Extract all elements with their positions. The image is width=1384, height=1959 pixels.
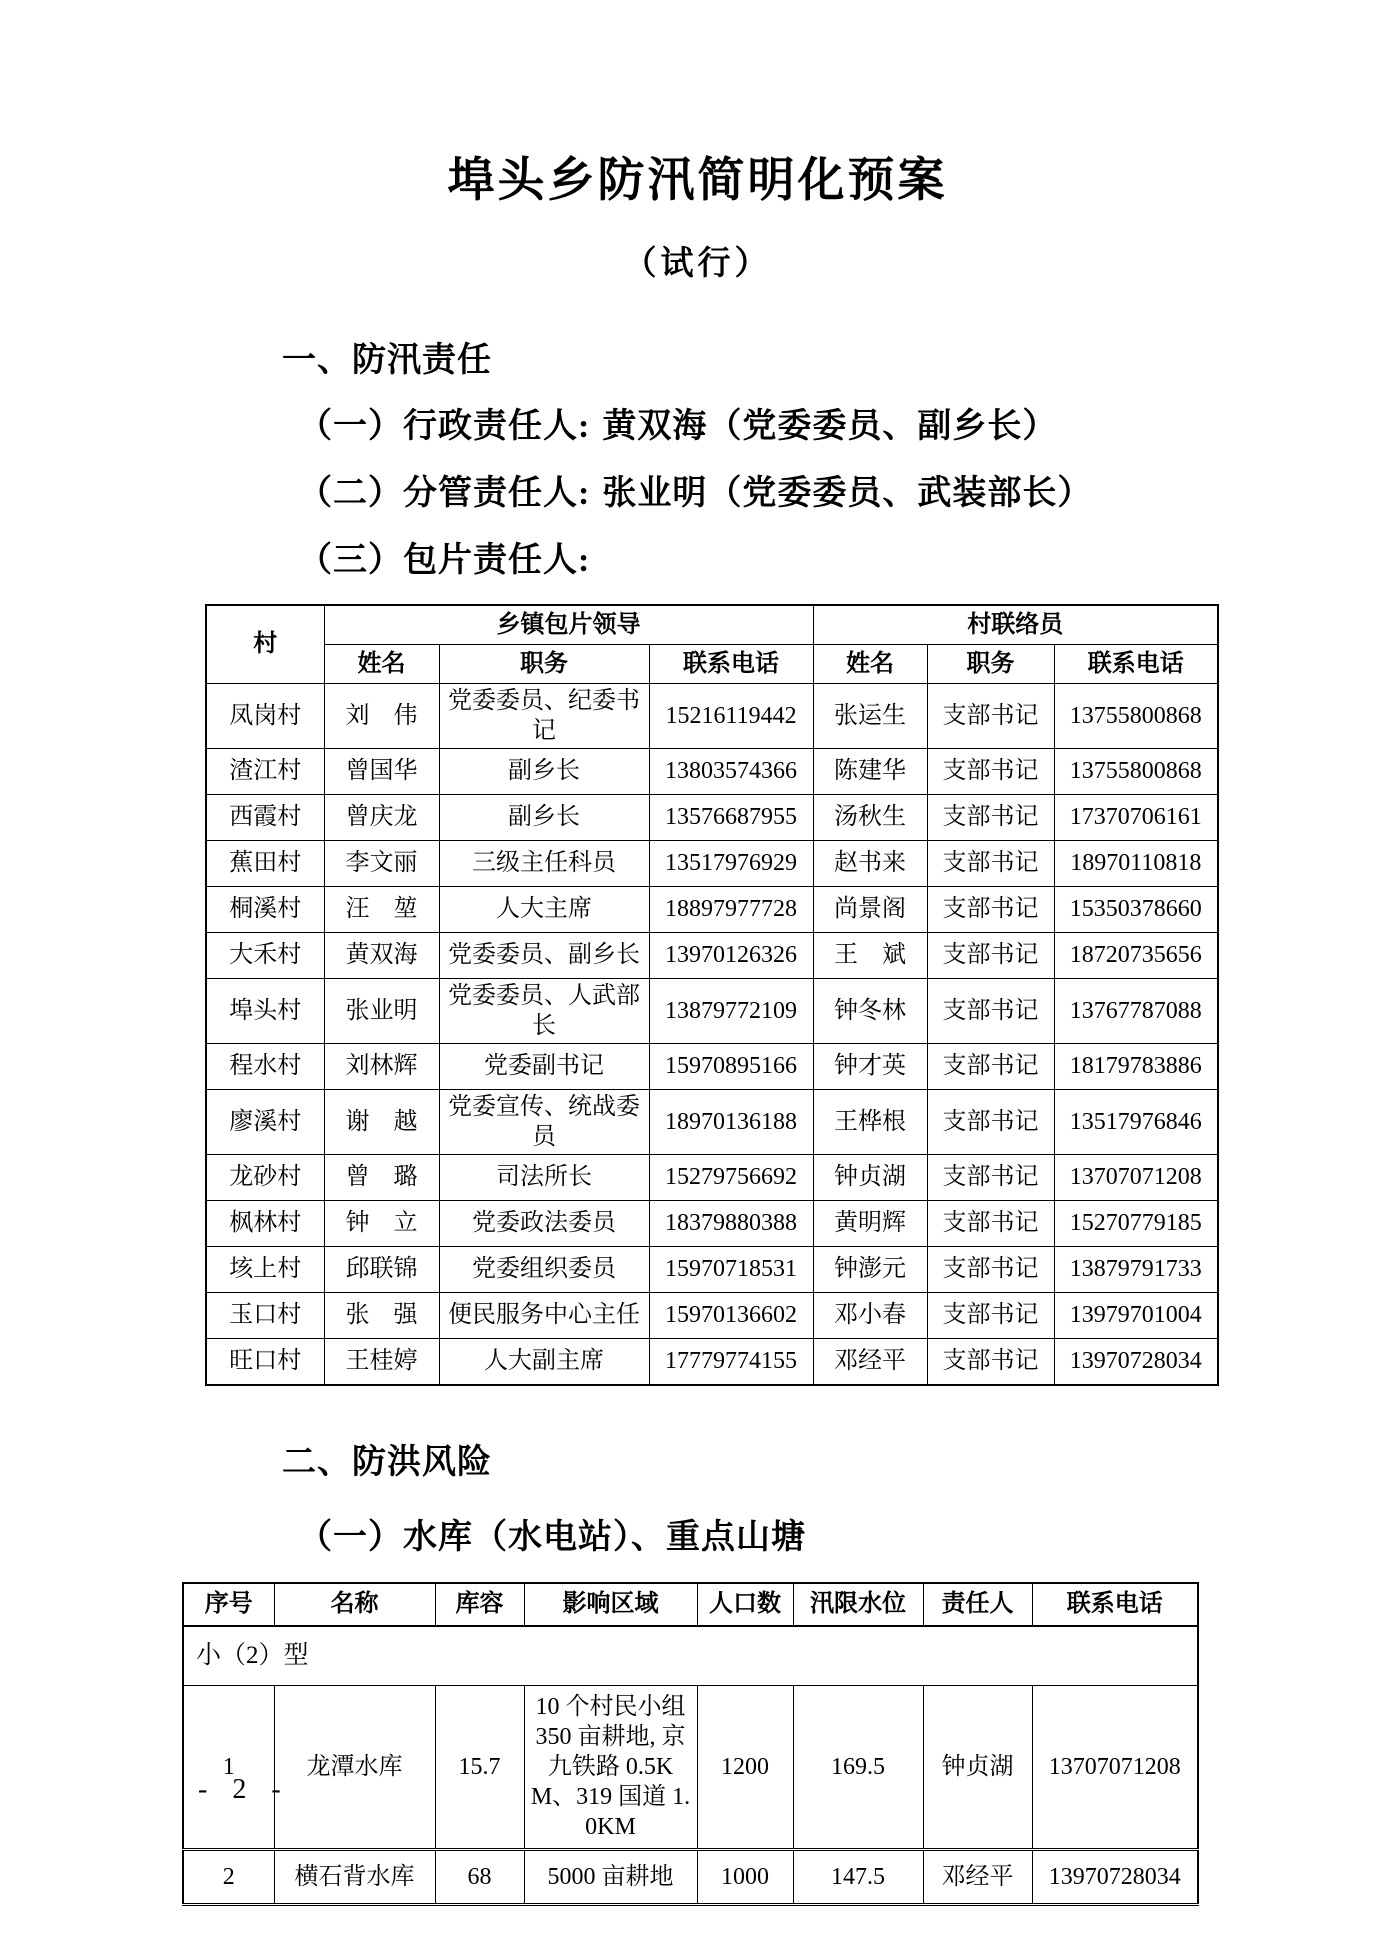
leader-table-cell: 13879791733 bbox=[1054, 1246, 1218, 1292]
leader-table-cell: 支部书记 bbox=[927, 748, 1054, 794]
header-reservoir-name: 名称 bbox=[274, 1583, 435, 1626]
leader-table-cell: 刘林辉 bbox=[324, 1043, 439, 1089]
responsible-person-label: （三）包片责任人: bbox=[298, 541, 591, 579]
leader-table-cell: 人大副主席 bbox=[439, 1338, 649, 1385]
leader-table-cell: 支部书记 bbox=[927, 1338, 1054, 1385]
reservoir-table-cell: 147.5 bbox=[793, 1849, 923, 1904]
leader-table-cell: 支部书记 bbox=[927, 932, 1054, 978]
reservoir-table-cell: 钟贞湖 bbox=[923, 1685, 1032, 1849]
leader-table-row bbox=[206, 748, 1218, 794]
header-position: 职务 bbox=[927, 644, 1054, 683]
responsible-person-label: （一）行政责任人: bbox=[298, 407, 591, 445]
leader-table-row bbox=[206, 840, 1218, 886]
leader-table-cell: 党委宣传、统战委员 bbox=[439, 1089, 649, 1154]
reservoir-table-cell: 龙潭水库 bbox=[274, 1685, 435, 1849]
leader-table-cell: 王 斌 bbox=[813, 932, 927, 978]
leader-table-cell: 龙砂村 bbox=[206, 1154, 324, 1200]
leader-table-row bbox=[206, 1292, 1218, 1338]
leader-table-cell: 支部书记 bbox=[927, 840, 1054, 886]
header-affected-area: 影响区域 bbox=[524, 1583, 697, 1626]
leader-table-cell: 13970728034 bbox=[1054, 1338, 1218, 1385]
leader-table-body bbox=[206, 683, 1218, 1385]
reservoir-table-cell: 10 个村民小组 350 亩耕地, 京九铁路 0.5KM、319 国道 1.0KM bbox=[524, 1685, 697, 1849]
leader-table-cell: 支部书记 bbox=[927, 1089, 1054, 1154]
leader-table-cell: 15350378660 bbox=[1054, 886, 1218, 932]
leader-table-cell: 旺口村 bbox=[206, 1338, 324, 1385]
leader-table-cell: 党委组织委员 bbox=[439, 1246, 649, 1292]
leader-table-cell: 15970895166 bbox=[649, 1043, 813, 1089]
header-population: 人口数 bbox=[697, 1583, 793, 1626]
leader-table-cell: 大禾村 bbox=[206, 932, 324, 978]
leader-table-cell: 钟冬林 bbox=[813, 978, 927, 1043]
leader-table-cell: 司法所长 bbox=[439, 1154, 649, 1200]
responsible-person-line bbox=[298, 473, 1235, 515]
leader-table-cell: 李文丽 bbox=[324, 840, 439, 886]
subsection-heading-reservoirs: （一）水库（水电站）、重点山塘 bbox=[298, 1518, 806, 1556]
leader-table-cell: 13755800868 bbox=[1054, 748, 1218, 794]
leader-table-row bbox=[206, 1246, 1218, 1292]
leader-table-cell: 黄双海 bbox=[324, 932, 439, 978]
leader-table-cell: 13517976929 bbox=[649, 840, 813, 886]
leader-table-cell: 渣江村 bbox=[206, 748, 324, 794]
leader-table-cell: 尚景阁 bbox=[813, 886, 927, 932]
leader-table-cell: 18970110818 bbox=[1054, 840, 1218, 886]
leader-table-cell: 张业明 bbox=[324, 978, 439, 1043]
header-name: 姓名 bbox=[324, 644, 439, 683]
header-responsible-person: 责任人 bbox=[923, 1583, 1032, 1626]
leader-table-cell: 曾庆龙 bbox=[324, 794, 439, 840]
leader-table-cell: 支部书记 bbox=[927, 1292, 1054, 1338]
header-name: 姓名 bbox=[813, 644, 927, 683]
leader-table-cell: 支部书记 bbox=[927, 1246, 1054, 1292]
leader-table-row bbox=[206, 683, 1218, 748]
leader-table-cell: 13767787088 bbox=[1054, 978, 1218, 1043]
leader-table-cell: 黄明辉 bbox=[813, 1200, 927, 1246]
reservoir-table-cell: 13707071208 bbox=[1032, 1685, 1198, 1849]
leader-table-cell: 廖溪村 bbox=[206, 1089, 324, 1154]
reservoir-table-header bbox=[183, 1583, 1198, 1626]
reservoir-table-body bbox=[183, 1626, 1198, 1905]
leader-table-cell: 支部书记 bbox=[927, 1043, 1054, 1089]
leader-table-row bbox=[206, 1043, 1218, 1089]
reservoir-table-cell: 横石背水库 bbox=[274, 1849, 435, 1904]
leader-table-cell: 便民服务中心主任 bbox=[439, 1292, 649, 1338]
leader-table-cell: 西霞村 bbox=[206, 794, 324, 840]
document-subtitle: （试行） bbox=[623, 245, 772, 282]
leader-table-cell: 13970126326 bbox=[649, 932, 813, 978]
reservoir-table-cell: 1 bbox=[183, 1685, 274, 1849]
leader-table-cell: 赵书来 bbox=[813, 840, 927, 886]
leader-table-cell: 谢 越 bbox=[324, 1089, 439, 1154]
leader-table-row bbox=[206, 886, 1218, 932]
leader-table-cell: 18970136188 bbox=[649, 1089, 813, 1154]
leader-table-row bbox=[206, 1338, 1218, 1385]
leader-table-cell: 刘 伟 bbox=[324, 683, 439, 748]
header-phone: 联系电话 bbox=[1054, 644, 1218, 683]
leader-table-cell: 埠头村 bbox=[206, 978, 324, 1043]
leader-table-cell: 蕉田村 bbox=[206, 840, 324, 886]
header-phone: 联系电话 bbox=[649, 644, 813, 683]
leader-table-cell: 张运生 bbox=[813, 683, 927, 748]
leader-table-cell: 陈建华 bbox=[813, 748, 927, 794]
leader-table-row bbox=[206, 1200, 1218, 1246]
leader-table-cell: 曾 璐 bbox=[324, 1154, 439, 1200]
leader-table-cell: 人大主席 bbox=[439, 886, 649, 932]
leader-table-cell: 王桦根 bbox=[813, 1089, 927, 1154]
leader-table-cell: 15279756692 bbox=[649, 1154, 813, 1200]
leader-table-cell: 党委副书记 bbox=[439, 1043, 649, 1089]
reservoir-table-cell: 15.7 bbox=[435, 1685, 524, 1849]
reservoir-table-cell: 13970728034 bbox=[1032, 1849, 1198, 1904]
responsible-person-label: （二）分管责任人: bbox=[298, 474, 591, 512]
category-label: 小（2）型 bbox=[183, 1626, 1198, 1686]
header-index: 序号 bbox=[183, 1583, 274, 1626]
leader-table-cell: 汪 堃 bbox=[324, 886, 439, 932]
leader-table-cell: 邱联锦 bbox=[324, 1246, 439, 1292]
leader-table-cell: 15270779185 bbox=[1054, 1200, 1218, 1246]
reservoir-table-row bbox=[183, 1685, 1198, 1849]
category-row bbox=[183, 1626, 1198, 1686]
leader-table-cell: 凤岗村 bbox=[206, 683, 324, 748]
header-group-town-leaders: 乡镇包片领导 bbox=[324, 605, 813, 645]
leader-table-cell: 13755800868 bbox=[1054, 683, 1218, 748]
leader-table-cell: 玉口村 bbox=[206, 1292, 324, 1338]
leader-table-cell: 18379880388 bbox=[649, 1200, 813, 1246]
page-number: - 2 - bbox=[198, 1774, 290, 1805]
leader-table-cell: 钟才英 bbox=[813, 1043, 927, 1089]
leader-table-row bbox=[206, 1154, 1218, 1200]
leader-table-cell: 17779774155 bbox=[649, 1338, 813, 1385]
reservoir-table-cell: 5000 亩耕地 bbox=[524, 1849, 697, 1904]
responsible-person-value: 张业明（党委委员、武装部长） bbox=[602, 474, 1093, 512]
leader-table-cell: 支部书记 bbox=[927, 683, 1054, 748]
header-capacity: 库容 bbox=[435, 1583, 524, 1626]
leader-table-cell: 钟贞湖 bbox=[813, 1154, 927, 1200]
leader-table-cell: 曾国华 bbox=[324, 748, 439, 794]
responsible-person-line bbox=[298, 540, 1235, 582]
leader-table-cell: 垓上村 bbox=[206, 1246, 324, 1292]
leader-table-cell: 邓经平 bbox=[813, 1338, 927, 1385]
leader-table-cell: 支部书记 bbox=[927, 794, 1054, 840]
header-phone: 联系电话 bbox=[1032, 1583, 1198, 1626]
leader-table-cell: 15970136602 bbox=[649, 1292, 813, 1338]
leader-table-cell: 13879772109 bbox=[649, 978, 813, 1043]
leader-table-cell: 支部书记 bbox=[927, 978, 1054, 1043]
reservoir-table-cell: 169.5 bbox=[793, 1685, 923, 1849]
leader-table-cell: 钟 立 bbox=[324, 1200, 439, 1246]
leader-table-row bbox=[206, 978, 1218, 1043]
leader-table-cell: 三级主任科员 bbox=[439, 840, 649, 886]
document-title: 埠头乡防汛简明化预案 bbox=[447, 155, 948, 207]
leader-table-cell: 邓小春 bbox=[813, 1292, 927, 1338]
section-heading-risk: 二、防洪风险 bbox=[282, 1442, 492, 1481]
leader-table-row bbox=[206, 794, 1218, 840]
reservoir-table-cell: 2 bbox=[183, 1849, 274, 1904]
reservoir-table-cell: 68 bbox=[435, 1849, 524, 1904]
leader-table-row bbox=[206, 1089, 1218, 1154]
leader-table-row bbox=[206, 932, 1218, 978]
leader-table-cell: 13576687955 bbox=[649, 794, 813, 840]
reservoir-table-cell: 邓经平 bbox=[923, 1849, 1032, 1904]
leader-table-cell: 枫林村 bbox=[206, 1200, 324, 1246]
header-position: 职务 bbox=[439, 644, 649, 683]
leader-table-cell: 副乡长 bbox=[439, 748, 649, 794]
leader-table-cell: 15216119442 bbox=[649, 683, 813, 748]
reservoir-table-row bbox=[183, 1849, 1198, 1904]
reservoir-table-cell: 1000 bbox=[697, 1849, 793, 1904]
leader-table-cell: 张 强 bbox=[324, 1292, 439, 1338]
leader-table-cell: 钟澎元 bbox=[813, 1246, 927, 1292]
leader-table-cell: 15970718531 bbox=[649, 1246, 813, 1292]
leader-table-cell: 17370706161 bbox=[1054, 794, 1218, 840]
leader-table-cell: 13803574366 bbox=[649, 748, 813, 794]
leader-table-cell: 王桂婷 bbox=[324, 1338, 439, 1385]
leader-table-cell: 13517976846 bbox=[1054, 1089, 1218, 1154]
leader-table-cell: 党委政法委员 bbox=[439, 1200, 649, 1246]
leader-table-cell: 党委委员、纪委书记 bbox=[439, 683, 649, 748]
section-heading-responsibility: 一、防汛责任 bbox=[282, 340, 492, 379]
header-flood-limit-level: 汛限水位 bbox=[793, 1583, 923, 1626]
header-group-village-liaisons: 村联络员 bbox=[813, 605, 1218, 645]
leader-table-header bbox=[206, 605, 1218, 684]
leader-table-cell: 程水村 bbox=[206, 1043, 324, 1089]
document-content bbox=[160, 0, 1235, 1906]
leader-contact-table bbox=[205, 604, 1219, 1386]
reservoir-table-cell: 1200 bbox=[697, 1685, 793, 1849]
leader-table-cell: 党委委员、副乡长 bbox=[439, 932, 649, 978]
leader-table-cell: 支部书记 bbox=[927, 886, 1054, 932]
responsible-person-line bbox=[298, 406, 1235, 448]
leader-table-cell: 党委委员、人武部长 bbox=[439, 978, 649, 1043]
leader-table-cell: 18720735656 bbox=[1054, 932, 1218, 978]
leader-table-cell: 13979701004 bbox=[1054, 1292, 1218, 1338]
leader-table-cell: 13707071208 bbox=[1054, 1154, 1218, 1200]
responsible-person-value: 黄双海（党委委员、副乡长） bbox=[602, 407, 1058, 445]
leader-table-cell: 支部书记 bbox=[927, 1154, 1054, 1200]
reservoir-risk-table bbox=[182, 1582, 1199, 1906]
leader-table-cell: 18897977728 bbox=[649, 886, 813, 932]
leader-table-cell: 支部书记 bbox=[927, 1200, 1054, 1246]
leader-table-cell: 桐溪村 bbox=[206, 886, 324, 932]
header-village: 村 bbox=[206, 605, 324, 684]
leader-table-cell: 汤秋生 bbox=[813, 794, 927, 840]
leader-table-cell: 18179783886 bbox=[1054, 1043, 1218, 1089]
leader-table-cell: 副乡长 bbox=[439, 794, 649, 840]
